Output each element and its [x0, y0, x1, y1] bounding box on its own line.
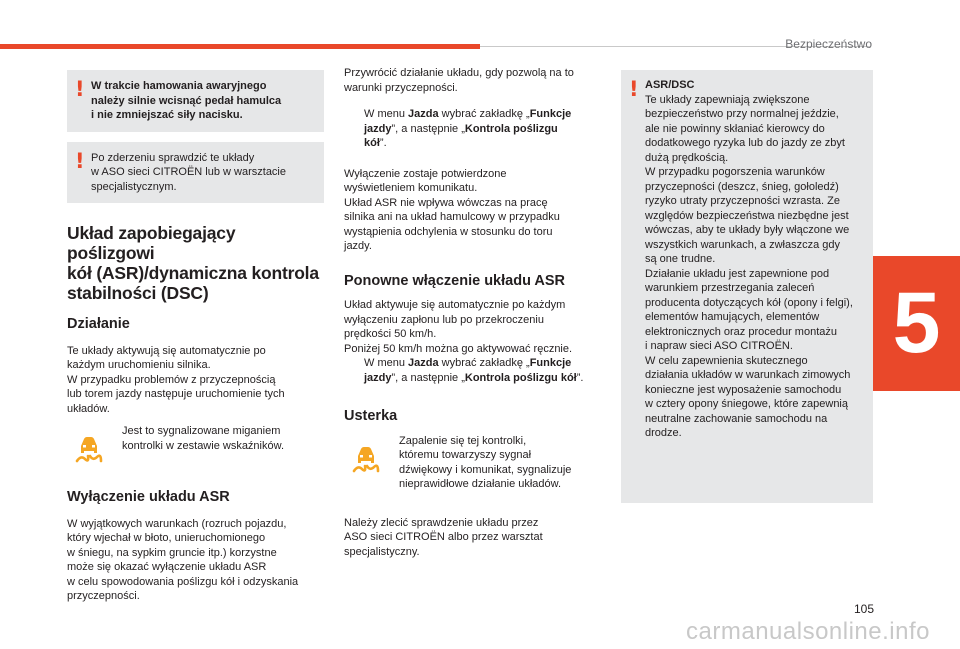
- column-3: [621, 70, 873, 503]
- text-line: każdym uruchomieniu silnika.: [67, 359, 211, 371]
- section-title-line: kół (ASR)/dynamiczna kontrola: [67, 263, 319, 283]
- subheading-ponowne-wlaczenie: Ponowne włączenie układu ASR: [344, 272, 566, 289]
- subheading-wylaczenie-asr: Wyłączenie układu ASR: [67, 489, 230, 505]
- bullet-line: W menu Jazda wybrać zakładkę „Funkcje: [364, 108, 572, 120]
- text-line: w śniegu, na sypkim gruncie itp.) korzystne: [67, 546, 277, 559]
- warning-text-line: specjalistycznym.: [91, 180, 177, 193]
- text-line: wszystkich warunkach, a zwłaszcza gdy: [645, 238, 841, 251]
- warning-box-asr-dsc: [621, 70, 873, 503]
- chapter-number: 5: [892, 275, 941, 371]
- text-line: ale nie powinny skłaniać kierowcy do: [645, 122, 825, 135]
- asr-dsc-skid-indicator-icon: [73, 432, 105, 464]
- text-line: Działanie układu jest zapewnione pod: [645, 267, 830, 280]
- exclamation-warning-icon: !: [75, 148, 85, 173]
- text-line: który wjechał w błoto, unieruchomionego: [67, 532, 266, 544]
- text-line: specjalistyczny.: [344, 545, 420, 558]
- text-line: W celu zapewnienia skutecznego: [645, 354, 808, 367]
- text-line: dużą prędkością.: [645, 151, 729, 164]
- page-number: 105: [853, 602, 874, 616]
- exclamation-warning-icon: !: [629, 77, 639, 101]
- column-2: [344, 66, 608, 559]
- text-line: i napraw sieci ASO CITROËN.: [645, 340, 793, 352]
- exclamation-warning-icon: !: [75, 77, 85, 101]
- warning-text-line: W trakcie hamowania awaryjnego: [91, 80, 267, 92]
- text-line: konieczne jest wyposażenie samochodu: [645, 383, 842, 396]
- text-line: jazdy.: [344, 240, 372, 252]
- warning-text-line: należy silnie wcisnąć pedał hamulca: [91, 94, 282, 107]
- indicator-note-fault: [344, 434, 608, 492]
- section-title-line: Układ zapobiegający poślizgowi: [67, 223, 236, 263]
- text-line: przyczepności.: [67, 590, 140, 602]
- subheading-usterka: Usterka: [344, 408, 398, 424]
- text-line: Te układy zapewniają zwiększone: [645, 93, 810, 106]
- bullet-disable-asr: [344, 107, 608, 151]
- text-line: neutralne zachowanie samochodu na: [645, 412, 828, 425]
- bullet-line: jazdy”, a następnie „Kontrola poślizgu: [364, 122, 558, 135]
- text-line: prędkości 50 km/h.: [344, 328, 437, 340]
- text-line: producenta dotyczących kół (opony i felgi),: [645, 296, 853, 309]
- asr-dsc-skid-indicator-icon: [350, 442, 382, 474]
- text-line: warunki przyczepności.: [344, 81, 458, 94]
- warning-box-emergency-braking: [67, 70, 324, 132]
- text-line: w cztery opony śniegowe, które zapewnią: [645, 398, 848, 410]
- paragraph-wylaczenie: [67, 517, 324, 604]
- section-title-line: stabilności (DSC): [67, 283, 209, 303]
- bullet-line: jazdy”, a następnie „Kontrola poślizgu kół”.: [364, 371, 584, 384]
- text-line: Układ aktywuje się automatycznie po każdym: [344, 299, 566, 311]
- text-line: silnika ani na układ hamulcowy w przypadku: [344, 211, 560, 223]
- text-line: bezpieczeństwo przy normalnej jeździe,: [645, 108, 839, 120]
- text-line: ASO sieci CITROËN albo przez warsztat: [344, 531, 543, 543]
- text-line: działania układów w warunkach zimowych: [645, 369, 851, 381]
- text-line: dźwiękowy i komunikat, sygnalizuje: [399, 463, 572, 476]
- warning-text-line: w ASO sieci CITROËN lub w warsztacie: [91, 166, 286, 178]
- text-line: Te układy aktywują się automatycznie po: [67, 344, 266, 357]
- indicator-note-blink: [67, 424, 324, 470]
- text-line: elementów hamujących, elementów: [645, 311, 820, 323]
- text-line: może się okazać wyłączenie układu ASR: [67, 561, 267, 573]
- text-line: W przypadku pogorszenia warunków: [645, 166, 825, 178]
- text-line: W wyjątkowych warunkach (rozruch pojazdu,: [67, 517, 287, 530]
- text-line: układów.: [67, 402, 110, 415]
- subheading-dzialanie: Działanie: [67, 316, 130, 332]
- text-line: wyłączeniu zapłonu lub po przekroczeniu: [344, 313, 544, 326]
- text-line: wyświetleniem komunikatu.: [344, 182, 478, 194]
- warning-box-after-collision: [67, 142, 324, 204]
- text-line: kontrolki w zestawie wskaźników.: [122, 439, 285, 452]
- warning-text-line: Po zderzeniu sprawdzić te układy: [91, 151, 255, 164]
- header-accent-bar: [0, 44, 480, 49]
- paragraph-dzialanie: [67, 344, 324, 417]
- paragraph-ponowne: [344, 298, 608, 356]
- bullet-line: kół”.: [364, 137, 387, 149]
- chapter-tab: [873, 256, 960, 391]
- text-line: są one trudne.: [645, 253, 716, 265]
- column-1: [67, 70, 324, 604]
- text-line: nieprawidłowe działanie układów.: [399, 478, 562, 490]
- text-line: względów bezpieczeństwa niezbędne jest: [645, 209, 849, 222]
- text-line: Jest to sygnalizowane miganiem: [122, 425, 281, 437]
- bullet-line: W menu Jazda wybrać zakładkę „Funkcje: [364, 357, 572, 369]
- text-line: wystąpienia odchylenia w stosunku do toru: [344, 225, 553, 238]
- text-line: W przypadku problemów z przyczepnością: [67, 373, 276, 386]
- text-line: warunkiem przestrzegania zaleceń: [645, 282, 815, 294]
- warning-title: ASR/DSC: [645, 79, 695, 91]
- text-line: Przywrócić działanie układu, gdy pozwolą na to: [344, 67, 574, 79]
- text-line: elektronicznych oraz procedur montażu: [645, 325, 837, 338]
- paragraph-usterka: [344, 516, 608, 560]
- text-line: przyczepności (deszcz, śnieg, gołoledź): [645, 180, 839, 193]
- text-line: Wyłączenie zostaje potwierdzone: [344, 167, 507, 180]
- text-line: ryzyko utraty przyczepności wzrasta. Ze: [645, 195, 841, 207]
- section-header-title: Bezpieczeństwo: [785, 37, 872, 51]
- warning-body: [645, 93, 863, 441]
- text-line: Zapalenie się tej kontrolki,: [399, 434, 527, 447]
- watermark-text: carmanualsonline.info: [686, 618, 930, 645]
- text-line: lub torem jazdy następuje uruchomienie tych: [67, 388, 285, 400]
- text-line: Układ ASR nie wpływa wówczas na pracę: [344, 196, 548, 209]
- text-line: Poniżej 50 km/h można go aktywować ręcznie.: [344, 342, 573, 355]
- text-line: Należy zlecić sprawdzenie układu przez: [344, 516, 539, 529]
- text-line: dodatkowego ryzyka lub do jazdy ze zbyt: [645, 137, 845, 149]
- paragraph-confirm: [344, 167, 608, 254]
- section-title: [67, 223, 324, 303]
- warning-text-line: i nie zmniejszać siły nacisku.: [91, 109, 243, 121]
- paragraph-przywrocic: [344, 66, 608, 95]
- text-line: wówczas, aby te układy były włączone we: [645, 224, 850, 236]
- text-line: drodze.: [645, 427, 682, 439]
- text-line: w celu spowodowania poślizgu kół i odzyskania: [67, 575, 299, 588]
- bullet-enable-asr: [344, 356, 608, 385]
- text-line: któremu towarzyszy sygnał: [399, 449, 532, 461]
